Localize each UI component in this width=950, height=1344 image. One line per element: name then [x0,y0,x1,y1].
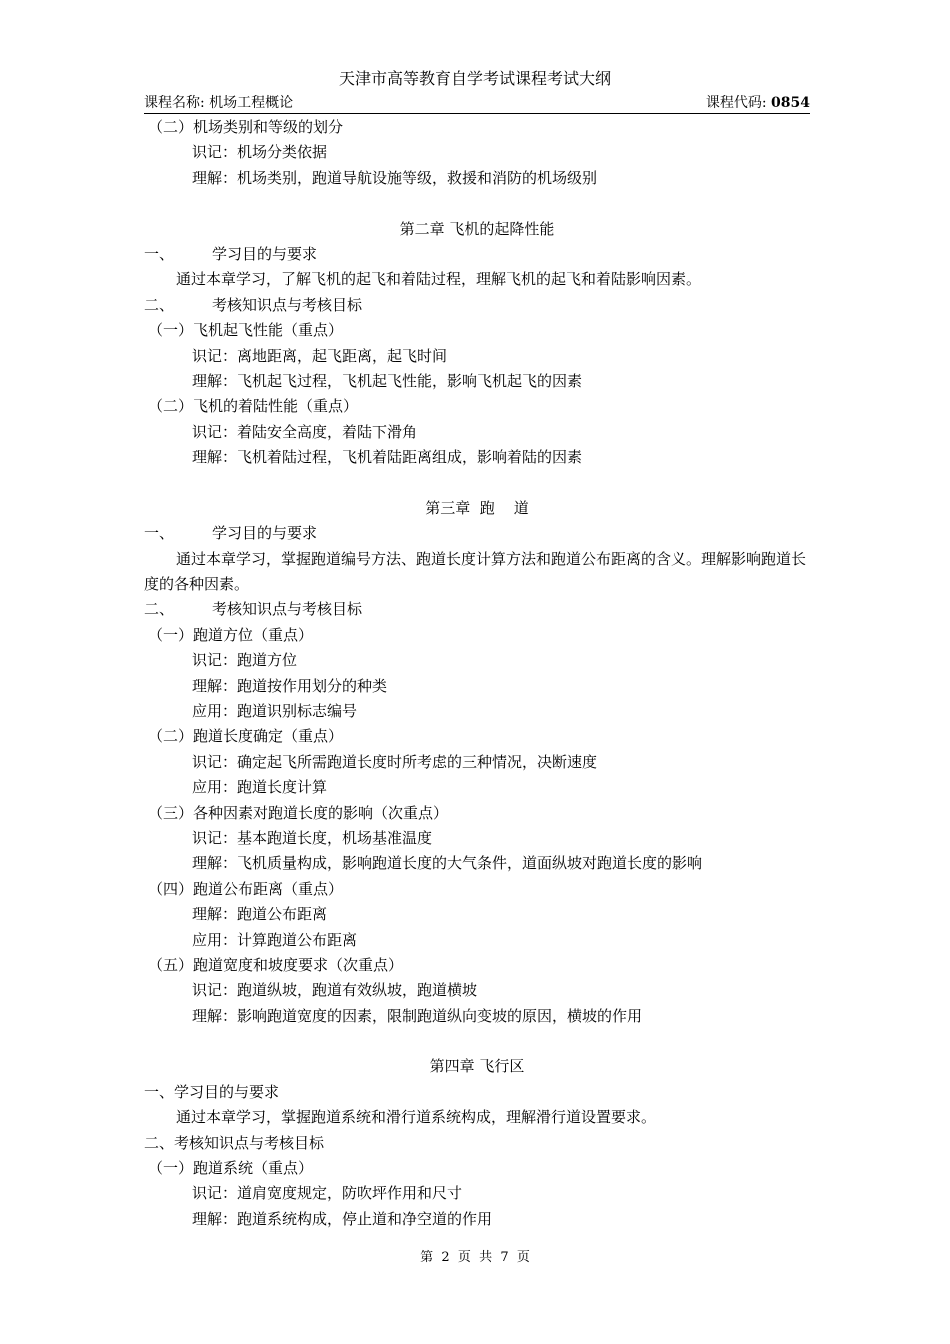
objective-item: 理解：跑道按作用划分的种类 [192,676,388,695]
spacer [144,470,810,495]
section-heading: 一、学习目的与要求 [144,1082,280,1101]
subsection-heading: （二）飞机的着陆性能（重点） [148,397,359,416]
spacer [144,1029,810,1054]
header-divider [144,113,810,114]
paragraph: 通过本章学习，了解飞机的起飞和着陆过程，理解飞机的起飞和着陆影响因素。 [176,270,702,289]
objective-item: 识记：机场分类依据 [192,143,328,162]
objective-item: 应用：跑道长度计算 [192,778,328,797]
subsection-heading: （一）跑道系统（重点） [148,1159,314,1178]
subsection-heading: （一）跑道方位（重点） [148,625,314,644]
section-number: 二、 [144,295,175,314]
course-name: 课程名称: 机场工程概论 [144,95,294,111]
objective-item: 理解：跑道系统构成，停止道和净空道的作用 [192,1209,493,1228]
course-code [706,94,810,112]
section-heading [144,597,810,622]
objective-item: 识记：道肩宽度规定，防吹坪作用和尺寸 [192,1184,463,1203]
course-code-value: 0854 [771,95,810,111]
objective-item: 应用：跑道识别标志编号 [192,702,358,721]
section-heading [144,293,810,318]
page-header [144,94,810,114]
subsection-heading: （五）跑道宽度和坡度要求（次重点） [148,955,404,974]
objective-item: 应用：计算跑道公布距离 [192,930,358,949]
spacer [144,191,810,216]
section-title: 考核知识点与考核目标 [212,600,363,619]
subsection-heading: （四）跑道公布距离（重点） [148,879,344,898]
objective-item: 识记：基本跑道长度，机场基准温度 [192,828,433,847]
objective-item: 识记：跑道方位 [192,651,298,670]
page-footer: 第 2 页 共 7 页 [420,1250,530,1265]
chapter-heading: 第四章 飞行区 [429,1057,525,1076]
section-heading [144,521,810,546]
subsection-heading: （二）机场类别和等级的划分 [148,118,344,136]
objective-item: 识记：跑道纵坡，跑道有效纵坡，跑道横坡 [192,981,478,1000]
section-title: 学习目的与要求 [212,524,318,543]
paragraph: 通过本章学习，掌握跑道系统和滑行道系统构成，理解滑行道设置要求。 [176,1108,657,1127]
objective-item: 理解：飞机质量构成，影响跑道长度的大气条件，道面纵坡对跑道长度的影响 [192,854,703,873]
objective-item: 识记：着陆安全高度，着陆下滑角 [192,422,418,441]
objective-item: 理解：机场类别，跑道导航设施等级，救援和消防的机场级别 [192,168,598,187]
chapter-heading: 第二章 飞机的起降性能 [399,219,555,238]
section-title: 考核知识点与考核目标 [212,295,363,314]
section-number: 二、 [144,600,175,619]
subsection-heading: （三）各种因素对跑道长度的影响（次重点） [148,803,449,822]
paragraph: 通过本章学习，掌握跑道编号方法、跑道长度计算方法和跑道公布距离的含义。理解影响跑道长度的各种因素。 [144,549,807,594]
chapter-heading: 第三章 跑 道 [425,498,529,517]
objective-item: 理解：影响跑道宽度的因素，限制跑道纵向变坡的原因，横坡的作用 [192,1006,643,1025]
section-title: 学习目的与要求 [212,244,318,263]
document-title: 天津市高等教育自学考试课程考试大纲 [338,69,611,88]
course-code-label: 课程代码: [705,95,772,111]
subsection-heading: （一）飞机起飞性能（重点） [148,321,344,340]
subsection-heading: （二）跑道长度确定（重点） [148,727,344,746]
objective-item: 理解：飞机着陆过程，飞机着陆距离组成，影响着陆的因素 [192,448,583,467]
section-heading [144,242,810,267]
objective-item: 理解：跑道公布距离 [192,905,328,924]
section-number: 一、 [144,244,175,263]
document-body [144,115,810,1232]
objective-item: 识记：离地距离，起飞距离，起飞时间 [192,346,448,365]
section-number: 一、 [144,524,175,543]
objective-item: 理解：飞机起飞过程，飞机起飞性能，影响飞机起飞的因素 [192,371,583,390]
section-heading: 二、考核知识点与考核目标 [144,1133,325,1152]
objective-item: 识记：确定起飞所需跑道长度时所考虑的三种情况，决断速度 [192,752,598,771]
